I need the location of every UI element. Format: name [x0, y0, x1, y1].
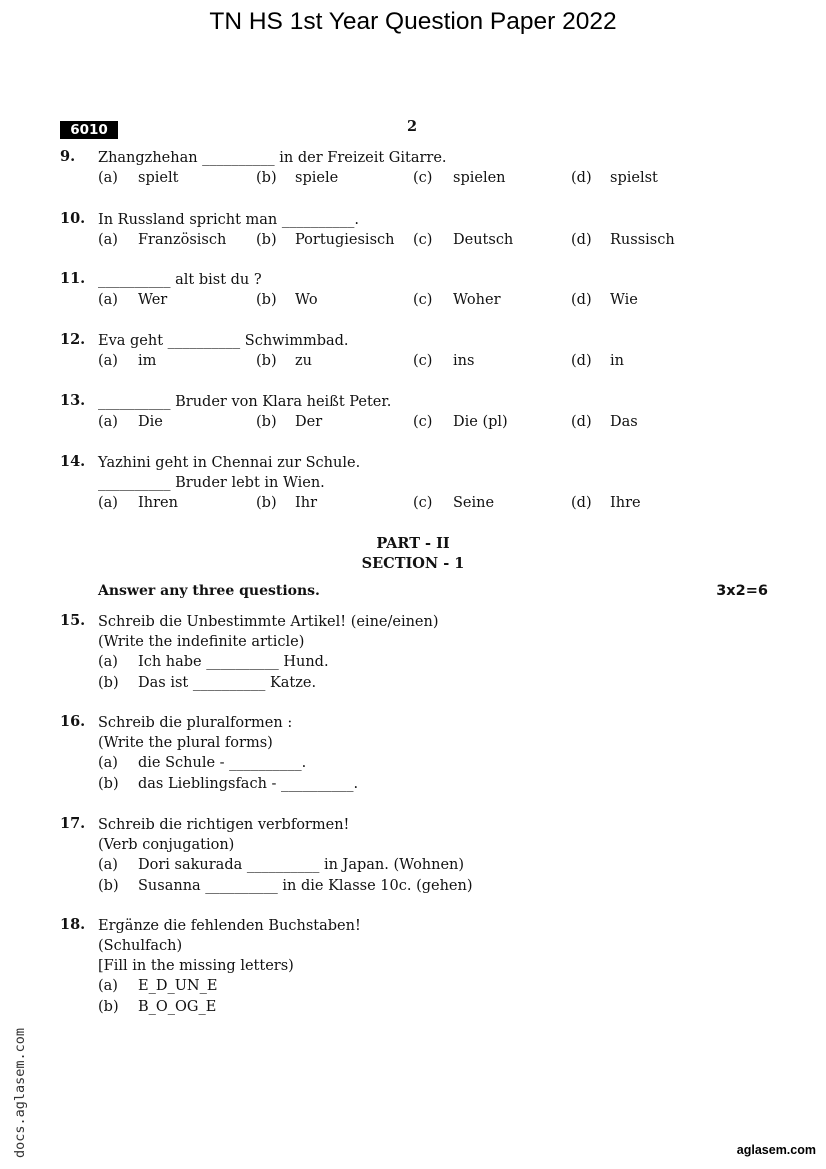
- option-label: (a): [98, 353, 118, 369]
- sub-label: (a): [98, 755, 118, 771]
- option-label: (b): [256, 353, 277, 369]
- option-text: Seine: [453, 495, 495, 511]
- option-text: spielt: [138, 170, 179, 186]
- option-text: ins: [453, 353, 475, 369]
- question-text: In Russland spricht man __________.: [98, 212, 359, 228]
- option-label: (c): [413, 353, 433, 369]
- option-text: Wie: [610, 292, 638, 308]
- question-text: (Write the plural forms): [98, 735, 273, 751]
- option-label: (d): [571, 292, 592, 308]
- question-text: Ergänze die fehlenden Buchstaben!: [98, 918, 361, 934]
- option-text: Die: [138, 414, 163, 430]
- side-watermark: docs.aglasem.com: [12, 1027, 28, 1158]
- option-text: Ihren: [138, 495, 178, 511]
- question-number: 18.: [60, 916, 86, 933]
- sub-text: das Lieblingsfach - __________.: [138, 776, 359, 792]
- option-label: (d): [571, 353, 592, 369]
- option-text: spielen: [453, 170, 506, 186]
- footer-brand: aglasem.com: [736, 1143, 816, 1157]
- option-text: Wer: [138, 292, 168, 308]
- question-text: Eva geht __________ Schwimmbad.: [98, 333, 349, 349]
- question-text: [Fill in the missing letters): [98, 958, 294, 974]
- question-text: Yazhini geht in Chennai zur Schule.: [98, 455, 361, 471]
- sub-label: (b): [98, 776, 119, 792]
- option-text: spiele: [295, 170, 339, 186]
- option-label: (b): [256, 170, 277, 186]
- option-text: zu: [295, 353, 312, 369]
- option-label: (a): [98, 292, 118, 308]
- question-number: 12.: [60, 331, 86, 348]
- option-label: (d): [571, 414, 592, 430]
- sub-text: Das ist __________ Katze.: [138, 675, 317, 691]
- question-text: __________ alt bist du ?: [98, 272, 262, 288]
- option-text: in: [610, 353, 624, 369]
- sub-label: (b): [98, 999, 119, 1015]
- page-number: 2: [406, 118, 418, 135]
- option-label: (b): [256, 232, 277, 248]
- sub-text: E_D_UN_E: [138, 978, 218, 994]
- option-text: Der: [295, 414, 323, 430]
- question-text: (Verb conjugation): [98, 837, 235, 853]
- sub-text: B_O_OG_E: [138, 999, 217, 1015]
- option-label: (c): [413, 170, 433, 186]
- sub-label: (a): [98, 857, 118, 873]
- question-number: 10.: [60, 210, 86, 227]
- page-title: TN HS 1st Year Question Paper 2022: [209, 8, 617, 35]
- question-number: 16.: [60, 713, 86, 730]
- question-number: 9.: [60, 148, 76, 165]
- sub-text: Ich habe __________ Hund.: [138, 654, 329, 670]
- section-title: SECTION - 1: [361, 555, 465, 572]
- option-text: Französisch: [138, 232, 227, 248]
- option-text: Wo: [295, 292, 318, 308]
- option-label: (d): [571, 232, 592, 248]
- question-text: Schreib die Unbestimmte Artikel! (eine/einen): [98, 614, 439, 630]
- question-text: (Write the indefinite article): [98, 634, 305, 650]
- option-label: (a): [98, 232, 118, 248]
- option-text: im: [138, 353, 157, 369]
- option-label: (d): [571, 170, 592, 186]
- sub-text: Susanna __________ in die Klasse 10c. (gehen): [138, 878, 473, 894]
- question-text: Schreib die richtigen verbformen!: [98, 817, 350, 833]
- option-text: Ihre: [610, 495, 641, 511]
- marks-label: 3x2=6: [716, 583, 768, 599]
- question-text: Zhangzhehan __________ in der Freizeit Gitarre.: [98, 150, 447, 166]
- question-text: Schreib die pluralformen :: [98, 715, 293, 731]
- sub-label: (b): [98, 675, 119, 691]
- option-label: (c): [413, 414, 433, 430]
- question-number: 17.: [60, 815, 86, 832]
- option-label: (d): [571, 495, 592, 511]
- sub-label: (a): [98, 978, 118, 994]
- sub-label: (a): [98, 654, 118, 670]
- question-number: 13.: [60, 392, 86, 409]
- question-number: 15.: [60, 612, 86, 629]
- instruction-text: Answer any three questions.: [98, 583, 320, 599]
- option-text: Die (pl): [453, 414, 508, 430]
- option-label: (b): [256, 495, 277, 511]
- option-text: Das: [610, 414, 638, 430]
- question-number: 14.: [60, 453, 86, 470]
- question-text: __________ Bruder von Klara heißt Peter.: [98, 394, 392, 410]
- option-text: Russisch: [610, 232, 675, 248]
- sub-text: die Schule - __________.: [138, 755, 307, 771]
- sub-label: (b): [98, 878, 119, 894]
- option-label: (b): [256, 414, 277, 430]
- option-label: (c): [413, 292, 433, 308]
- paper-code-badge: 6010: [60, 121, 118, 139]
- part-title: PART - II: [376, 535, 450, 552]
- option-label: (a): [98, 170, 118, 186]
- option-label: (b): [256, 292, 277, 308]
- option-label: (a): [98, 495, 118, 511]
- question-text: (Schulfach): [98, 938, 183, 954]
- sub-text: Dori sakurada __________ in Japan. (Wohnen): [138, 857, 465, 873]
- option-text: Deutsch: [453, 232, 514, 248]
- option-text: spielst: [610, 170, 658, 186]
- option-text: Woher: [453, 292, 501, 308]
- question-number: 11.: [60, 270, 86, 287]
- question-text: __________ Bruder lebt in Wien.: [98, 475, 325, 491]
- option-label: (c): [413, 495, 433, 511]
- option-text: Ihr: [295, 495, 317, 511]
- option-label: (c): [413, 232, 433, 248]
- option-text: Portugiesisch: [295, 232, 395, 248]
- option-label: (a): [98, 414, 118, 430]
